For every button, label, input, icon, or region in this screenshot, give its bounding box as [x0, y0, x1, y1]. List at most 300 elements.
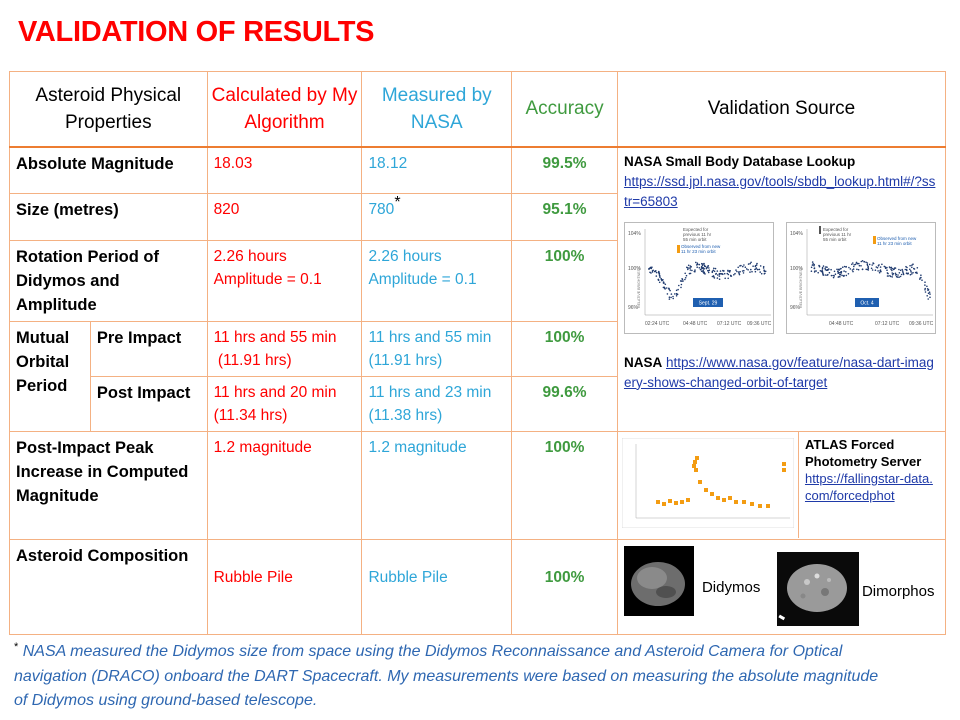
calc-composition: Rubble Pile: [207, 540, 362, 635]
row-absolute-magnitude: [10, 147, 946, 194]
lightcurve-point: [726, 272, 728, 274]
svg-text:Oct. 4: Oct. 4: [860, 300, 874, 306]
lightcurve-point: [666, 287, 668, 289]
observed-marker: [677, 245, 680, 253]
prop-size: Size (metres): [10, 194, 208, 241]
atlas-point: [734, 500, 738, 504]
lightcurve-point: [838, 271, 840, 273]
lightcurve-point: [761, 272, 763, 274]
lightcurve-point: [912, 263, 914, 265]
x-tick: 09:36 UTC: [746, 320, 772, 327]
lightcurve-point: [760, 265, 762, 267]
lightcurve-point: [824, 268, 826, 270]
lightcurve-point: [927, 289, 929, 291]
didymos-image: [624, 546, 694, 616]
svg-text:previous 11 hr: previous 11 hr: [682, 231, 712, 237]
lightcurve-point: [871, 267, 873, 269]
lightcurve-point: [810, 270, 812, 272]
atlas-point: [692, 464, 696, 468]
lightcurve-chart: [787, 223, 937, 335]
lightcurve-points: [648, 261, 766, 299]
lightcurve-point: [845, 266, 847, 268]
lightcurve-point: [706, 267, 708, 269]
lightcurve-point: [877, 270, 879, 272]
lightcurve-point: [746, 268, 748, 270]
lightcurve-point: [887, 272, 889, 274]
lightcurve-point: [886, 269, 888, 271]
lightcurve-point: [871, 264, 873, 266]
lightcurve-point: [898, 276, 900, 278]
lightcurve-point: [818, 265, 820, 267]
lightcurve-point: [670, 296, 672, 298]
lightcurve-point: [898, 272, 900, 274]
lightcurve-point: [659, 276, 661, 278]
lightcurve-point: [891, 276, 893, 278]
calc-orbital-post-2: (11.34 hrs): [213, 407, 288, 424]
lightcurve-point: [817, 271, 819, 273]
lightcurve-point: [836, 268, 838, 270]
lightcurve-point: [704, 273, 706, 275]
lightcurve-point: [669, 296, 671, 298]
lightcurve-point: [704, 265, 706, 267]
lightcurve-point: [872, 262, 874, 264]
lightcurve-point: [739, 273, 741, 275]
lightcurve-point: [693, 270, 695, 272]
lightcurve-point: [714, 277, 716, 279]
lightcurve-point: [743, 272, 745, 274]
lightcurve-point: [860, 265, 862, 267]
lightcurve-point: [904, 268, 906, 270]
lightcurve-point: [874, 269, 876, 271]
y-tick: 100%: [789, 265, 803, 272]
lightcurve-point: [834, 273, 836, 275]
lightcurve-point: [884, 266, 886, 268]
lightcurve-point: [676, 295, 678, 297]
lightcurve-point: [750, 261, 752, 263]
source-nasa-cell: [617, 147, 945, 432]
source-images-cell: [617, 540, 945, 635]
atlas-point: [782, 462, 786, 466]
header-source: Validation Source: [617, 72, 945, 147]
calc-orbital-pre-1: 11 hrs and 55 min: [213, 329, 337, 346]
lightcurve-point: [862, 260, 864, 262]
lightcurve-point: [727, 270, 729, 272]
lightcurve-point: [858, 268, 860, 270]
lightcurve-point: [742, 265, 744, 267]
lightcurve-point: [759, 268, 761, 270]
atlas-point: [742, 500, 746, 504]
acc-composition: 100%: [512, 540, 618, 635]
lightcurve-point: [676, 292, 678, 294]
lightcurve-point: [650, 272, 652, 274]
lightcurve-point: [688, 264, 690, 266]
lightcurve-point: [751, 270, 753, 272]
lightcurve-point: [657, 278, 659, 280]
acc-size: 95.1%: [512, 194, 618, 241]
lightcurve-point: [681, 280, 683, 282]
lightcurve-point: [909, 264, 911, 266]
lightcurve-point: [730, 275, 732, 277]
lightcurve-point: [853, 268, 855, 270]
dimorphos-image: [777, 552, 859, 626]
lightcurve-point: [690, 269, 692, 271]
lightcurve-point: [826, 268, 828, 270]
lightcurve-point: [851, 263, 853, 265]
atlas-plot-wrap: [618, 432, 799, 538]
svg-text:previous 11 hr: previous 11 hr: [822, 231, 851, 237]
svg-text:55 min orbit: 55 min orbit: [682, 236, 707, 242]
header-property: Asteroid Physical Properties: [10, 72, 208, 147]
lightcurve-point: [840, 273, 842, 275]
acc-peak: 100%: [512, 432, 618, 540]
lightcurve-point: [924, 291, 926, 293]
lightcurve-point: [909, 273, 911, 275]
lightcurve-point: [861, 268, 863, 270]
lightcurve-point: [724, 272, 726, 274]
lightcurve-point: [824, 267, 826, 269]
header-measured: Measured by NASA: [362, 72, 512, 147]
lightcurve-point: [845, 274, 847, 276]
lightcurve-point: [736, 270, 738, 272]
calc-orbital-post-1: 11 hrs and 20 min: [213, 384, 337, 401]
lightcurve-point: [927, 298, 929, 300]
lightcurve-point: [739, 270, 741, 272]
lightcurve-point: [669, 298, 671, 300]
lightcurve-point: [694, 269, 696, 271]
x-tick: 07:12 UTC: [874, 320, 899, 327]
lightcurve-point: [878, 264, 880, 266]
lightcurve-point: [681, 278, 683, 280]
acc-rotation: 100%: [512, 241, 618, 322]
lightcurve-point: [858, 262, 860, 264]
lightcurve-point: [686, 274, 688, 276]
lightcurve-point: [848, 266, 850, 268]
lightcurve-point: [764, 272, 766, 274]
lightcurve-point: [880, 266, 882, 268]
y-tick: 104%: [789, 230, 803, 237]
expected-note: Expected for: [682, 226, 709, 232]
sbdb-title: NASA Small Body Database Lookup: [623, 153, 856, 169]
lightcurve-point: [698, 267, 700, 269]
lightcurve-point: [879, 271, 881, 273]
lightcurve-point: [911, 266, 913, 268]
orbital-post-label: Post Impact: [90, 377, 207, 432]
calc-size: 820: [207, 194, 362, 241]
acc-orbital-post: 99.6%: [512, 377, 618, 432]
lightcurve-point: [827, 273, 829, 275]
lightcurve-point: [656, 271, 658, 273]
calc-rotation-amplitude: Amplitude = 0.1: [213, 271, 322, 288]
lightcurve-point: [898, 268, 900, 270]
lightcurve-point: [664, 283, 666, 285]
lightcurve-point: [755, 268, 757, 270]
prop-orbital-period: Mutual Orbital Period: [10, 322, 91, 432]
lightcurve-point: [811, 264, 813, 266]
nasa-rotation-amplitude: Amplitude = 0.1: [368, 271, 477, 288]
nasa-absolute-magnitude: 18.12: [362, 147, 512, 194]
didymos-label: Didymos: [701, 579, 761, 596]
lightcurve-point: [650, 266, 652, 268]
lightcurve-point: [703, 271, 705, 273]
lightcurve-point: [910, 270, 912, 272]
lightcurve-point: [724, 277, 726, 279]
atlas-point: [766, 504, 770, 508]
lightcurve-point: [813, 267, 815, 269]
lightcurve-point: [700, 268, 702, 270]
lightcurve-point: [844, 265, 846, 267]
lightcurve-point: [680, 286, 682, 288]
atlas-point: [680, 500, 684, 504]
lightcurve-point: [663, 281, 665, 283]
lightcurve-point: [875, 266, 877, 268]
lightcurve-point: [889, 275, 891, 277]
lightcurve-point: [927, 292, 929, 294]
lightcurve-point: [890, 268, 892, 270]
nasa-prefix: NASA: [623, 354, 663, 370]
lightcurve-point: [708, 270, 710, 272]
lightcurve-point: [814, 271, 816, 273]
lightcurve-point: [843, 270, 845, 272]
lightcurve-point: [879, 269, 881, 271]
atlas-point: [668, 499, 672, 503]
lightcurve-point: [912, 271, 914, 273]
lightcurve-point: [711, 271, 713, 273]
lightcurve-point: [821, 268, 823, 270]
lightcurve-point: [838, 269, 840, 271]
nasa-dart-link[interactable]: https://www.nasa.gov/feature/nasa-dart-imagery-shows-changed-orbit-of-target: [623, 354, 934, 390]
lightcurve-point: [869, 263, 871, 265]
lightcurve-point: [929, 293, 931, 295]
lightcurve-point: [872, 269, 874, 271]
lightcurve-point: [677, 288, 679, 290]
lightcurve-point: [913, 267, 915, 269]
lightcurve-point: [920, 276, 922, 278]
lightcurve-point: [719, 273, 721, 275]
lightcurve-point: [926, 285, 928, 287]
lightcurve-point: [842, 266, 844, 268]
validation-table: [9, 71, 946, 635]
orbital-pre-label: Pre Impact: [90, 322, 207, 377]
lightcurve-point: [747, 269, 749, 271]
dimorphos-label: Dimorphos: [861, 583, 935, 600]
lightcurve-point: [671, 293, 673, 295]
lightcurve-point: [684, 278, 686, 280]
lightcurve-point: [684, 272, 686, 274]
calc-orbital-post: [207, 377, 362, 432]
lightcurve-point: [690, 272, 692, 274]
lightcurve-point: [763, 267, 765, 269]
lightcurve-point: [742, 270, 744, 272]
lightcurve-point: [715, 267, 717, 269]
lightcurve-point: [924, 284, 926, 286]
atlas-link[interactable]: https://fallingstar-data.com/forcedphot: [804, 471, 933, 503]
lightcurve-point: [853, 264, 855, 266]
lightcurve-point: [696, 266, 698, 268]
lightcurve-point: [743, 264, 745, 266]
lightcurve-point: [733, 274, 735, 276]
expected-note: Expected for: [822, 226, 848, 232]
lightcurve-point: [740, 264, 742, 266]
lightcurve-point: [749, 262, 751, 264]
lightcurve-point: [750, 268, 752, 270]
lightcurve-point: [892, 274, 894, 276]
atlas-point: [722, 498, 726, 502]
lightcurve-point: [813, 263, 815, 265]
lightcurve-point: [924, 281, 926, 283]
lightcurve-point: [841, 274, 843, 276]
y-tick: 96%: [789, 304, 800, 311]
lightcurve-point: [658, 271, 660, 273]
lightcurve-point: [687, 268, 689, 270]
lightcurve-point: [720, 270, 722, 272]
footnote-text: NASA measured the Didymos size from space using the Didymos Reconnaissance and Asteroid Camera for Optical navigation (DRACO) onboard the DART Spacecraft. My measurements were based on measuring the absolute magnitude of Didymos using ground-based telescope.: [14, 643, 879, 709]
sbdb-link[interactable]: https://ssd.jpl.nasa.gov/tools/sbdb_lookup.html#/?sstr=65803: [623, 173, 936, 209]
lightcurve-point: [905, 265, 907, 267]
lightcurve-point: [737, 266, 739, 268]
y-tick: 100%: [627, 265, 641, 272]
lightcurve-point: [825, 266, 827, 268]
atlas-point: [758, 504, 762, 508]
nasa-rotation-period: 2.26 hours: [368, 248, 442, 265]
lightcurve-point: [708, 271, 710, 273]
lightcurve-point: [833, 276, 835, 278]
svg-text:Sept. 29: Sept. 29: [698, 300, 718, 306]
lightcurve-point: [681, 283, 683, 285]
size-footnote-marker: *: [394, 194, 401, 211]
lightcurve-point: [661, 278, 663, 280]
x-tick: 04:48 UTC: [828, 320, 853, 327]
lightcurve-point: [676, 289, 678, 291]
footnote: [14, 640, 894, 713]
observed-note: Observed from new: [680, 243, 721, 249]
lightcurve-point: [708, 267, 710, 269]
lightcurve-point: [863, 261, 865, 263]
svg-text:55 min orbit: 55 min orbit: [822, 236, 847, 242]
x-tick: 02:24 UTC: [644, 320, 670, 327]
atlas-title: ATLAS Forced Photometry Server: [804, 437, 922, 469]
lightcurve-point: [717, 277, 719, 279]
lightcurve-point: [881, 263, 883, 265]
lightcurve-point: [849, 268, 851, 270]
lightcurve-point: [865, 268, 867, 270]
lightcurve-point: [707, 265, 709, 267]
lightcurve-point: [843, 275, 845, 277]
lightcurve-point: [756, 262, 758, 264]
lightcurve-point: [764, 270, 766, 272]
lightcurve-point: [668, 288, 670, 290]
nasa-orbital-post-2: (11.38 hrs): [368, 407, 443, 424]
lightcurve-point: [830, 274, 832, 276]
lightcurve-point: [894, 272, 896, 274]
lightcurve-point: [891, 272, 893, 274]
lightcurve-point: [916, 267, 918, 269]
lightcurve-point: [722, 273, 724, 275]
row-peak: [10, 432, 946, 540]
lightcurve-point: [840, 267, 842, 269]
lightcurve-point: [696, 264, 698, 266]
lightcurve-point: [759, 271, 761, 273]
lightcurve-point: [659, 281, 661, 283]
lightcurve-point: [674, 293, 676, 295]
lightcurve-point: [695, 261, 697, 263]
lightcurve-point: [855, 263, 857, 265]
atlas-point: [695, 456, 699, 460]
lightcurve-point: [703, 262, 705, 264]
nasa-orbital-post-1: 11 hrs and 23 min: [368, 384, 492, 401]
lightcurve-point: [727, 277, 729, 279]
prop-absolute-magnitude: Absolute Magnitude: [10, 147, 208, 194]
lightcurve-point: [701, 263, 703, 265]
lightcurve-point: [685, 277, 687, 279]
lightcurve-chart: [625, 223, 775, 335]
lightcurve-point: [690, 265, 692, 267]
observed-marker: [873, 236, 876, 244]
atlas-point: [782, 468, 786, 472]
lightcurve-point: [865, 261, 867, 263]
lightcurve-point: [924, 287, 926, 289]
atlas-point: [693, 460, 697, 464]
lightcurve-point: [688, 267, 690, 269]
lightcurve-point: [717, 274, 719, 276]
lightcurve-point: [897, 274, 899, 276]
atlas-point: [710, 492, 714, 496]
lightcurve-point: [757, 268, 759, 270]
lightcurve-point: [719, 278, 721, 280]
atlas-point: [686, 498, 690, 502]
nasa-orbital-pre-2: (11.91 hrs): [368, 352, 443, 369]
lightcurve-point: [744, 266, 746, 268]
lightcurve-point: [672, 297, 674, 299]
lightcurve-point: [833, 270, 835, 272]
calc-orbital-pre-2: (11.91 hrs): [213, 352, 292, 369]
y-axis-label: RELATIVE BRIGHTNESS: [636, 266, 641, 308]
lightcurve-point: [838, 275, 840, 277]
prop-peak: Post-Impact Peak Increase in Computed Magnitude: [10, 432, 208, 540]
lightcurve-point: [927, 288, 929, 290]
lightcurve-point: [672, 295, 674, 297]
lightcurve-plot-sept29: [624, 222, 774, 334]
svg-text:11 hr 23 min orbit: 11 hr 23 min orbit: [876, 240, 912, 246]
y-axis-label: RELATIVE BRIGHTNESS: [798, 266, 803, 308]
calc-rotation-period: 2.26 hours: [213, 248, 287, 265]
lightcurve-point: [716, 270, 718, 272]
atlas-point: [694, 468, 698, 472]
lightcurve-point: [667, 293, 669, 295]
expected-marker: [819, 226, 821, 234]
x-tick: 04:48 UTC: [682, 320, 708, 327]
lightcurve-point: [811, 266, 813, 268]
lightcurve-point: [929, 296, 931, 298]
calc-peak: 1.2 magnitude: [207, 432, 362, 540]
lightcurve-point: [648, 267, 650, 269]
page-title: VALIDATION OF RESULTS: [18, 16, 375, 48]
lightcurve-point: [887, 275, 889, 277]
lightcurve-point: [713, 269, 715, 271]
lightcurve-point: [852, 262, 854, 264]
lightcurve-point: [889, 267, 891, 269]
x-tick: 07:12 UTC: [716, 320, 742, 327]
prop-composition: Asteroid Composition: [10, 540, 208, 635]
lightcurve-points: [810, 260, 930, 300]
nasa-orbital-pre: [362, 322, 512, 377]
lightcurve-point: [900, 275, 902, 277]
nasa-size-value: 780: [368, 201, 395, 218]
lightcurve-point: [701, 265, 703, 267]
nasa-composition: Rubble Pile: [362, 540, 512, 635]
calc-rotation: [207, 241, 362, 322]
lightcurve-point: [902, 272, 904, 274]
lightcurve-point: [894, 267, 896, 269]
